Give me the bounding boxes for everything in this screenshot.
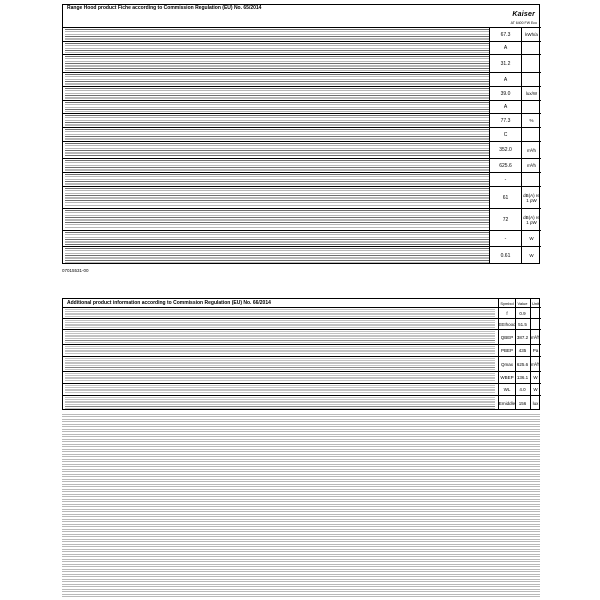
fiche-row: 61 dB(A) re 1 pW [63,186,541,208]
fiche-row: 625.6 m³/h [63,158,541,172]
unit-header: Unit [531,300,540,306]
fiche-row: A [63,41,541,54]
value-header: Value [517,300,528,306]
fiche-row: 31.2 [63,54,541,72]
fiche-row: - [63,172,541,186]
info-row: QBEP 387.2 m³/h [63,329,541,344]
brand-logo: Kaiser [512,11,535,18]
fiche-row: A [63,72,541,86]
model-number: AT 6400 FW Eco [510,21,537,25]
info-row: WBEP 136.1 W [63,371,541,383]
info-row: f 0.9 [63,307,541,318]
fiche-title: Range Hood product Fiche according to Commission Regulation (EU) No. 65/2014 [67,5,262,11]
fiche-row: 39.0 lux/W [63,86,541,100]
fiche-row: A [63,100,541,113]
footnotes-block [62,414,540,599]
fiche-row: 77.3 % [63,113,541,127]
additional-info-table [62,298,540,410]
info-row: WL 4.0 W [63,383,541,395]
additional-info-title: Additional product information according to Commission Regulation (EU) No. 66/2014 [67,300,271,306]
info-row: Emiddle 156 lux [63,395,541,410]
product-fiche-table [62,4,540,264]
fiche-row: C [63,127,541,141]
info-row: PBEP 435 Pa [63,344,541,356]
fiche-row: 352.0 m³/h [63,141,541,158]
fiche-row: 67.3 kWh/a [63,27,541,41]
document-code: 07015531-00 [62,268,89,273]
info-row: EEIhood 51.5 [63,318,541,329]
fiche-row: - W [63,230,541,246]
info-row: Qmax 625.6 m³/h [63,356,541,371]
symbol-header: Symbol [500,300,514,306]
fiche-row: 0.61 W [63,246,541,264]
fiche-row: 72 dB(A) re 1 pW [63,208,541,230]
